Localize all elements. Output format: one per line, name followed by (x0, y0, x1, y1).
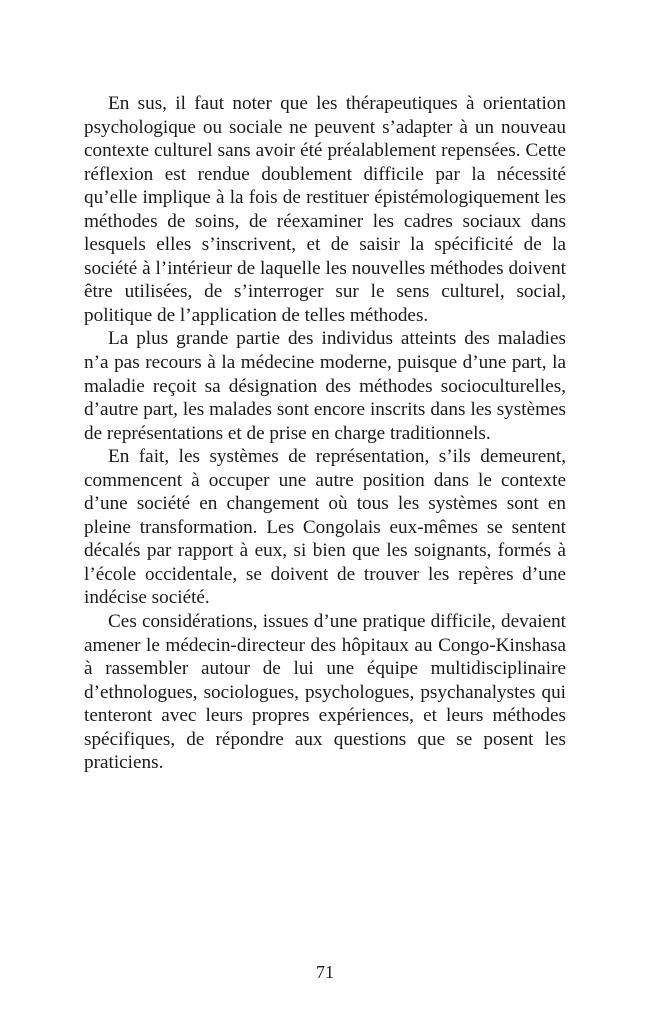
paragraph-3: En fait, les systèmes de représentation, s’ils demeurent, commencent à occuper une autre position dans le contexte d’une société en changement où tous les systèmes sont en pleine transformation. Les Congolais eux-mêmes se sentent décalés par rapport à eux, si bien que les soignants, formés à l’école occidentale, se doivent de trouver les repères d’une indécise société. (84, 446, 566, 609)
paragraph-4: Ces considérations, issues d’une pratique difficile, devaient amener le médecin-directeur des hôpitaux au Congo-Kinshasa à rassembler autour de lui une équipe multidisciplinaire d’ethnologues, sociologues, psychologues, psychanalystes qui tenteront avec leurs propres expériences, et leurs méthodes spécifiques, de répondre aux questions que se posent les praticiens. (84, 611, 566, 774)
body-text (84, 92, 566, 775)
paragraph-2: La plus grande partie des individus atteints des maladies n’a pas recours à la médecine moderne, puisque d’une part, la maladie reçoit sa désignation des méthodes socioculturelles, d’autre part, les malades sont encore inscrits dans les systèmes de représentations et de prise en charge traditionnels. (84, 328, 566, 444)
page-number: 71 (316, 962, 334, 982)
paragraph-1: En sus, il faut noter que les thérapeutiques à orientation psychologique ou sociale ne peuvent s’adapter à un nouveau contexte culturel sans avoir été préalablement repensées. Cette réflexion est rendue doublement difficile par la nécessité qu’elle implique à la fois de restituer épistémologiquement les méthodes de soins, de réexaminer les cadres sociaux dans lesquels elles s’inscrivent, et de saisir la spécificité de la société à l’intérieur de laquelle les nouvelles méthodes doivent être utilisées, de s’interroger sur le sens culturel, social, politique de l’application de telles méthodes. (84, 93, 566, 326)
